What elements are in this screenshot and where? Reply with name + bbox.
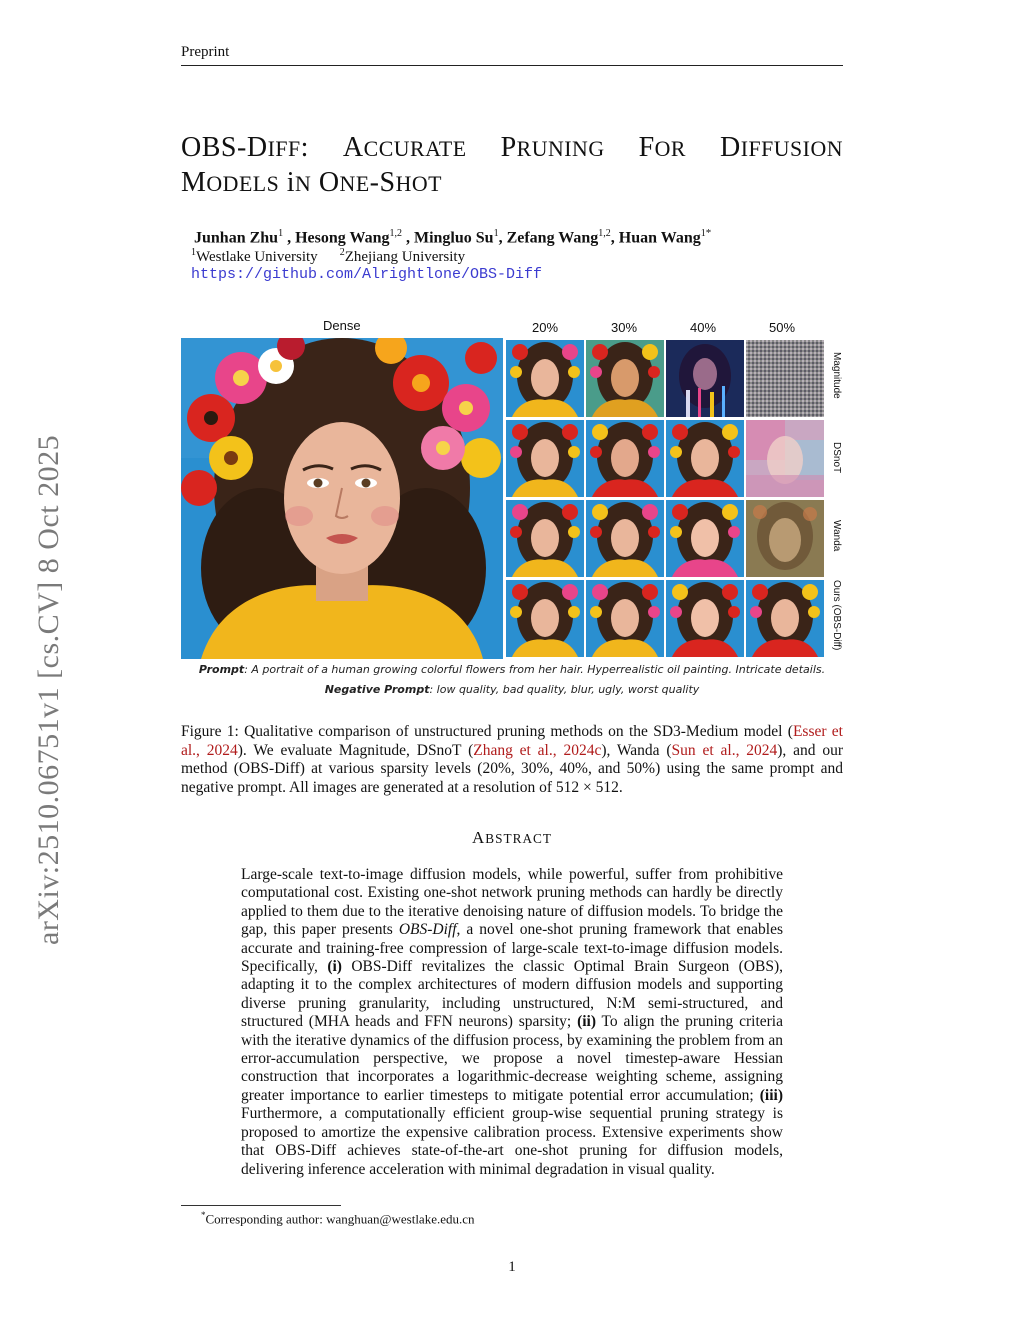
thumbnail-wanda-30 <box>586 500 664 577</box>
author-list: Junhan Zhu$^1$ , Hesong Wang$^{1,2}$ , Mingluo Su$^1$, Zefang Wang$^{1,2}$, Huan Wang$^{1*}$ <box>194 227 712 247</box>
sparsity-column-label: 30% <box>611 320 638 335</box>
thumbnail-magnitude-40 <box>666 340 744 417</box>
author-name: Zefang Wang <box>506 229 599 247</box>
figure-caption <box>181 723 843 797</box>
paper-title <box>181 131 843 201</box>
abstract-body <box>241 866 783 1179</box>
prompt-key: Prompt <box>198 663 245 676</box>
thumbnail-magnitude-20 <box>506 340 584 417</box>
citation-link[interactable]: Esser et al., 2024 <box>181 723 843 759</box>
title-line-2: MODELS iN ONE-SHOT <box>181 167 442 198</box>
header-rule <box>181 65 843 66</box>
running-header: Preprint <box>181 44 230 60</box>
title-word: FOR <box>638 132 686 163</box>
caption-text: ). We evaluate Magnitude, DSnoT ( <box>237 741 474 759</box>
abstract-heading: ABSTRACT <box>472 828 552 847</box>
footnote-text: Corresponding author: wanghuan@westlake.edu.cn <box>205 1211 475 1227</box>
caption-text: Figure 1: Qualitative comparison of unstructured pruning methods on the SD3-Medium model ( <box>181 723 793 740</box>
author-affiliation-mark: 1 <box>493 228 499 239</box>
method-row-label: DSnoT <box>831 442 842 474</box>
title-word: DIFFUSION <box>719 132 843 163</box>
author-name: Huan Wang <box>618 229 701 247</box>
author-name: Junhan Zhu <box>194 229 279 247</box>
title-word: PRUNING <box>500 132 605 163</box>
method-row-label: Magnitude <box>831 352 842 399</box>
thumbnail-dsnot-20 <box>506 420 584 497</box>
thumbnail-wanda-50 <box>746 500 824 577</box>
thumbnail-wanda-40 <box>666 500 744 577</box>
title-word: ACCURATE <box>342 132 467 163</box>
sparsity-column-label: 50% <box>769 320 796 335</box>
thumbnail-wanda-20 <box>506 500 584 577</box>
figure-negative-prompt <box>181 683 843 696</box>
negative-prompt-key: Negative Prompt <box>324 683 430 696</box>
caption-text: ), and our method (OBS-Diff) at various sparsity levels (20%, 30%, 40%, and 50%) using the same prompt and negative prompt. All images are generated at a resolution of 512 × 512. <box>181 741 843 796</box>
abstract-text: Furthermore, a computationally efficient group-wise sequential pruning strategy is proposed to amortize the expensive calibration process. Extensive experiments show that OBS-Diff achieves state-of-the-art one-shot pruning for diffusion models, delivering inference acceleration with minimal degradation in visual quality. <box>241 1105 783 1178</box>
thumbnail-dsnot-50 <box>746 420 824 497</box>
prompt-text: : A portrait of a human growing colorful flowers from her hair. Hyperrealistic oil painting. Intricate details. <box>244 663 826 676</box>
page-number: 1 <box>508 1259 516 1275</box>
sparsity-column-label: 40% <box>690 320 717 335</box>
affiliation-name: Westlake University <box>196 249 318 265</box>
thumbnail-dsnot-40 <box>666 420 744 497</box>
author-affiliation-mark: 1 <box>700 228 706 239</box>
dense-column-label: Dense <box>323 318 361 333</box>
negative-prompt-text: : low quality, bad quality, blur, ugly, worst quality <box>429 683 700 696</box>
footnote <box>201 1210 475 1227</box>
abstract-text: , a novel one-shot pruning framework that enables accurate and training-free compression of large-scale text-to-image diffusion models. Specifically, <box>241 921 783 976</box>
arxiv-identifier-stamp: arXiv:2510.06751v1 [cs.CV] 8 Oct 2025 <box>32 434 65 945</box>
abstract-text: To align the pruning criteria with the iterative dynamics of the diffusion process, by examining the problem from an error-accumulation perspective, we propose a novel timestep-aware Hessian construction that incorporates a logarithmic-decrease weighting scheme, assigning greater importance to earlier timesteps to mitigate potential error accumulation; <box>241 1013 783 1104</box>
affiliation-number: 1 <box>191 247 196 258</box>
title-word: OBS-DIFF: <box>181 132 309 163</box>
citation-link[interactable]: Zhang et al., 2024c <box>473 741 602 759</box>
abstract-enum: (ii) <box>577 1013 596 1031</box>
citation-link[interactable]: Sun et al., 2024 <box>671 741 778 759</box>
author-affiliation-mark: 1,2 <box>389 228 402 239</box>
author-name: Mingluo Su <box>413 229 494 247</box>
abstract-enum: (i) <box>327 958 342 976</box>
method-row-label: Wanda <box>831 520 842 552</box>
method-row-label: Ours (OBS-Diff) <box>831 580 842 651</box>
footnote-rule <box>181 1205 341 1206</box>
thumbnail-ours-50 <box>746 580 824 657</box>
thumbnail-ours-40 <box>666 580 744 657</box>
sparsity-column-label: 20% <box>532 320 559 335</box>
thumbnail-dsnot-30 <box>586 420 664 497</box>
affiliations <box>191 247 465 266</box>
abstract-emphasis: OBS-Diff <box>398 921 457 939</box>
abstract-enum: (iii) <box>759 1086 783 1104</box>
thumbnail-magnitude-50 <box>746 340 824 417</box>
author-name: Hesong Wang <box>295 229 390 247</box>
thumbnail-magnitude-30 <box>586 340 664 417</box>
dense-portrait-image <box>181 338 503 659</box>
author-affiliation-mark: 1 <box>278 228 284 239</box>
title-line-1 <box>181 131 843 166</box>
affiliation-name: Zhejiang University <box>344 249 466 265</box>
abstract-text: Large-scale text-to-image diffusion models, while powerful, suffer from prohibitive computational cost. Existing one-shot network pruning methods can hardly be directly applied to them due to the iterative denoising nature of diffusion models. To bridge the gap, this paper presents <box>241 866 783 939</box>
author-affiliation-mark: 1,2 <box>598 228 611 239</box>
affiliation-number: 2 <box>339 247 345 258</box>
corresponding-author-mark: * <box>705 227 712 239</box>
abstract-text: OBS-Diff revitalizes the classic Optimal Brain Surgeon (OBS), adapting it to the complex architectures of modern diffusion models and supporting diverse pruning granularity, including unstructured, N:M semi-structured, and structured (MHA heads and FFN neurons) sparsity; <box>241 958 783 1031</box>
footnote-mark: * <box>201 1210 206 1220</box>
caption-text: ), Wanda ( <box>601 741 672 759</box>
github-repo-link[interactable]: https://github.com/Alrightlone/OBS-Diff <box>191 266 543 283</box>
thumbnail-ours-30 <box>586 580 664 657</box>
figure-prompt <box>181 663 843 676</box>
thumbnail-ours-20 <box>506 580 584 657</box>
